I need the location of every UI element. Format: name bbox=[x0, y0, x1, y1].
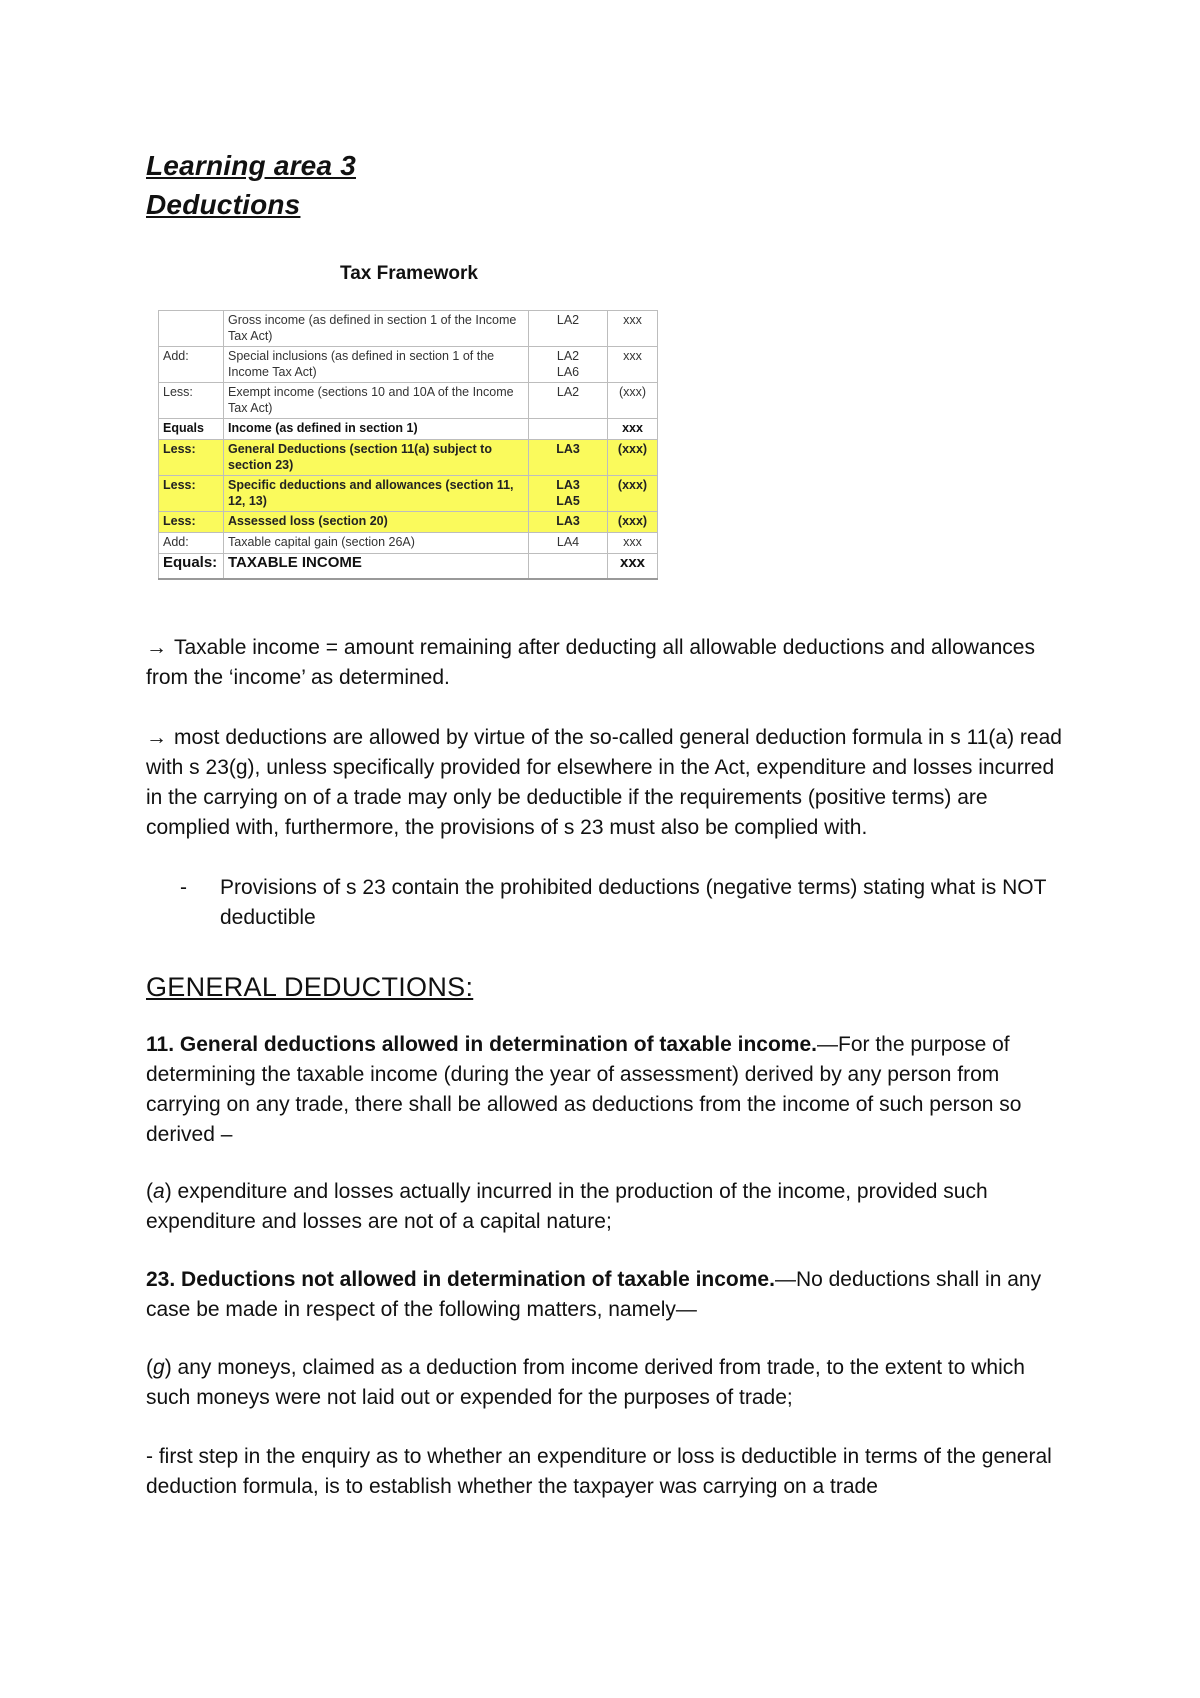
table-row-total bbox=[159, 554, 658, 580]
section-11-title: 11. General deductions allowed in determination of taxable income. bbox=[146, 1033, 817, 1056]
heading-learning-area: Learning area 3 bbox=[146, 150, 356, 181]
arrow-right-icon: → bbox=[146, 636, 167, 659]
table-row bbox=[159, 419, 658, 440]
section-23-title: 23. Deductions not allowed in determination of taxable income. bbox=[146, 1268, 775, 1291]
paragraph-general-deduction-formula bbox=[146, 723, 1066, 843]
bullet-dash: - bbox=[180, 876, 187, 899]
row-amount: (xxx) bbox=[608, 476, 658, 512]
row-learning-area: LA2 LA6 bbox=[529, 347, 608, 383]
row-label: Add: bbox=[159, 533, 224, 554]
row-description: Special inclusions (as defined in section 1 of the Income Tax Act) bbox=[224, 347, 529, 383]
row-label: Equals bbox=[159, 419, 224, 440]
bullet-text: Provisions of s 23 contain the prohibited deductions (negative terms) stating what is NOT deductible bbox=[220, 876, 1047, 929]
bullet-prohibited-deductions bbox=[180, 873, 1060, 933]
table-row-highlighted bbox=[159, 476, 658, 512]
section-11-text: —For the purpose of determining the taxable income (during the year of assessment) derived by any person from carrying on any trade, there shall be allowed as deductions from the income of such person so derived – bbox=[146, 1033, 1022, 1146]
row-description: Specific deductions and allowances (section 11, 12, 13) bbox=[224, 476, 529, 512]
row-learning-area: LA3 bbox=[529, 440, 608, 476]
row-amount: xxx bbox=[608, 311, 658, 347]
section-23g-paragraph: (g) any moneys, claimed as a deduction from income derived from trade, to the extent to which such moneys were not laid out or expended for the purposes of trade; bbox=[146, 1356, 1025, 1409]
row-label: Less: bbox=[159, 383, 224, 419]
row-label: Add: bbox=[159, 347, 224, 383]
paragraph-letter: g bbox=[153, 1356, 165, 1379]
row-learning-area bbox=[529, 419, 608, 440]
row-amount: (xxx) bbox=[608, 383, 658, 419]
table-row bbox=[159, 311, 658, 347]
paragraph-text: Taxable income = amount remaining after deducting all allowable deductions and allowances from the ‘income’ as determined. bbox=[146, 636, 1035, 689]
paragraph-taxable-income bbox=[146, 633, 1066, 693]
table-row bbox=[159, 533, 658, 554]
row-label: Less: bbox=[159, 476, 224, 512]
table-row bbox=[159, 383, 658, 419]
row-description: Income (as defined in section 1) bbox=[224, 419, 529, 440]
row-description: Gross income (as defined in section 1 of the Income Tax Act) bbox=[224, 311, 529, 347]
row-learning-area: LA3 bbox=[529, 512, 608, 533]
paragraph-first-step: - first step in the enquiry as to whether an expenditure or loss is deductible in terms of the general deduction formula, is to establish whether the taxpayer was carrying on a trade bbox=[146, 1445, 1052, 1498]
section-23-paragraph bbox=[146, 1265, 1066, 1325]
row-learning-area bbox=[529, 554, 608, 580]
row-amount: xxx bbox=[608, 554, 658, 580]
section-11-paragraph bbox=[146, 1030, 1066, 1150]
row-description: General Deductions (section 11(a) subject to section 23) bbox=[224, 440, 529, 476]
row-label: Equals: bbox=[159, 554, 224, 580]
arrow-right-icon: → bbox=[146, 726, 167, 749]
section-11a-text: expenditure and losses actually incurred in the production of the income, provided such expenditure and losses are not of a capital nature; bbox=[146, 1180, 988, 1233]
section-23-text: —No deductions shall in any case be made in respect of the following matters, namely— bbox=[146, 1268, 1042, 1321]
paragraph-text: most deductions are allowed by virtue of the so-called general deduction formula in s 11(a) read with s 23(g), unless specifically provided for elsewhere in the Act, expenditure and losses incurred in the carrying on of a trade may only be deductible if the requirements (positive terms) are complied with, furthermore, the provisions of s 23 must also be complied with. bbox=[146, 726, 1062, 839]
row-amount: (xxx) bbox=[608, 512, 658, 533]
row-amount: (xxx) bbox=[608, 440, 658, 476]
tax-framework-title: Tax Framework bbox=[340, 263, 478, 284]
row-description: Taxable capital gain (section 26A) bbox=[224, 533, 529, 554]
row-label bbox=[159, 311, 224, 347]
row-learning-area: LA2 bbox=[529, 383, 608, 419]
row-label: Less: bbox=[159, 512, 224, 533]
row-learning-area: LA2 bbox=[529, 311, 608, 347]
tax-framework-table bbox=[158, 310, 658, 580]
row-learning-area: LA4 bbox=[529, 533, 608, 554]
row-amount: xxx bbox=[608, 347, 658, 383]
row-description: Assessed loss (section 20) bbox=[224, 512, 529, 533]
row-amount: xxx bbox=[608, 533, 658, 554]
section-23g-text: any moneys, claimed as a deduction from income derived from trade, to the extent to which such moneys were not laid out or expended for the purposes of trade; bbox=[146, 1356, 1025, 1409]
table-row-highlighted bbox=[159, 512, 658, 533]
row-description: Exempt income (sections 10 and 10A of the Income Tax Act) bbox=[224, 383, 529, 419]
table-row-highlighted bbox=[159, 440, 658, 476]
paragraph-letter: a bbox=[153, 1180, 165, 1203]
heading-deductions: Deductions bbox=[146, 189, 301, 220]
table-row bbox=[159, 347, 658, 383]
row-amount: xxx bbox=[608, 419, 658, 440]
row-label: Less: bbox=[159, 440, 224, 476]
general-deductions-heading: GENERAL DEDUCTIONS: bbox=[146, 972, 474, 1002]
row-description: TAXABLE INCOME bbox=[224, 554, 529, 580]
section-11a-paragraph: (a) expenditure and losses actually incurred in the production of the income, provided such expenditure and losses are not of a capital nature; bbox=[146, 1180, 988, 1233]
row-learning-area: LA3 LA5 bbox=[529, 476, 608, 512]
